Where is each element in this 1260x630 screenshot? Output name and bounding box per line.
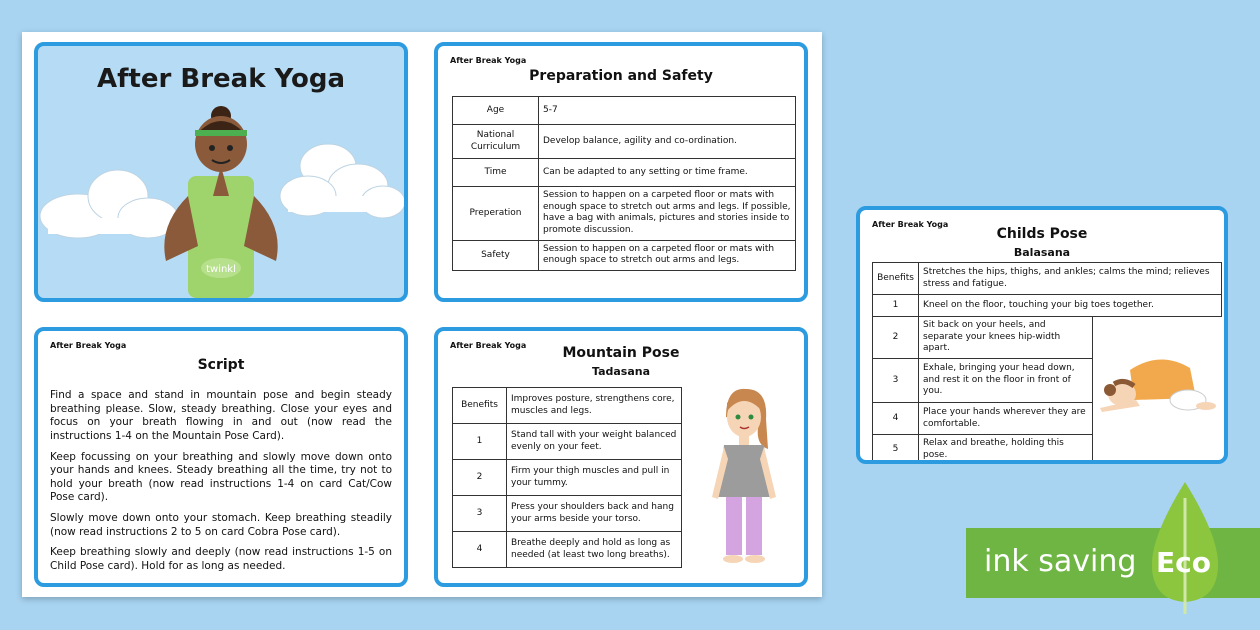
card-tag: After Break Yoga	[450, 341, 527, 350]
card-tag: After Break Yoga	[50, 341, 127, 350]
row-label: Time	[453, 159, 539, 187]
row-label: Benefits	[453, 388, 507, 424]
row-value: Sit back on your heels, and separate your knees hip-width apart.	[919, 317, 1093, 359]
row-value: Session to happen on a carpeted floor or mats with enough space to stretch out arms and legs.	[539, 240, 796, 270]
script-paragraph: Keep focussing on your breathing and slowly move down onto your hands and knees. Steady breathing all the time, try not to hold your breath (now read instructions 1-4 on card Cat/Cow Pose card).	[50, 450, 392, 504]
preparation-card	[434, 42, 808, 302]
table-row	[453, 460, 682, 496]
table-row	[453, 125, 796, 159]
table-row	[453, 187, 796, 241]
script-body	[50, 389, 392, 581]
eco-badge: Eco	[1156, 546, 1211, 579]
row-value: Kneel on the floor, touching your big toes together.	[919, 295, 1222, 317]
preparation-table	[452, 96, 796, 271]
row-value: Session to happen on a carpeted floor or mats with enough space to stretch out arms and legs. If possible, have a bag with animals, pictures and stories inside to promote discussion.	[539, 187, 796, 241]
row-value: Stretches the hips, thighs, and ankles; calms the mind; relieves stress and fatigue.	[919, 263, 1222, 295]
row-value: Firm your thigh muscles and pull in your tummy.	[507, 460, 682, 496]
row-label: 4	[453, 532, 507, 568]
row-label: 3	[873, 359, 919, 403]
card-tag: After Break Yoga	[450, 56, 527, 65]
row-label: 4	[873, 403, 919, 435]
script-paragraph: Find a space and stand in mountain pose and begin steady breathing please. Slow, steady breathing. Close your eyes and focus on your breath flowing in and out (now read the instructions 1-4 on the Mountain Pose Card).	[50, 389, 392, 442]
row-value: Improves posture, strengthens core, muscles and legs.	[507, 388, 682, 424]
row-label: Preperation	[453, 187, 539, 241]
row-value: Press your shoulders back and hang your arms beside your torso.	[507, 496, 682, 532]
mountain-table	[452, 387, 682, 568]
script-card	[34, 327, 408, 587]
row-value: Breathe deeply and hold as long as needed (at least two long breaths).	[507, 532, 682, 568]
table-row	[873, 295, 1222, 317]
script-paragraph: Keep breathing slowly and deeply (now read instructions 1-5 on Child Pose card). Hold for as long as needed.	[50, 546, 392, 573]
childs-subtitle: Balasana	[1013, 246, 1071, 259]
table-row	[453, 424, 682, 460]
mountain-pose-girl-illustration	[696, 387, 796, 569]
script-title: Script	[197, 357, 245, 373]
row-label: Benefits	[873, 263, 919, 295]
table-row	[873, 263, 1222, 295]
mountain-pose-card	[434, 327, 808, 587]
row-value: 5-7	[539, 97, 796, 125]
row-label: 1	[453, 424, 507, 460]
childs-pose-card	[856, 206, 1228, 464]
mountain-subtitle: Tadasana	[591, 365, 651, 378]
row-value: Relax and breathe, holding this pose.	[919, 435, 1093, 464]
cover-title: After Break Yoga	[97, 64, 345, 94]
mountain-title: Mountain Pose	[562, 345, 680, 361]
table-row	[453, 496, 682, 532]
script-paragraph: Slowly move down onto your stomach. Keep breathing steadily (now read instructions 2 to 5 on card Cobra Pose card).	[50, 512, 392, 538]
card-tag: After Break Yoga	[872, 220, 949, 229]
row-value: Exhale, bringing your head down, and rest it on the floor in front of you.	[919, 359, 1093, 403]
eco-text: ink saving	[984, 544, 1137, 579]
table-row	[453, 532, 682, 568]
row-value: Stand tall with your weight balanced evenly on your feet.	[507, 424, 682, 460]
row-label: Age	[453, 97, 539, 125]
row-value: Develop balance, agility and co-ordination.	[539, 125, 796, 159]
row-value: Can be adapted to any setting or time frame.	[539, 159, 796, 187]
row-label: 1	[873, 295, 919, 317]
cover-card	[34, 42, 408, 302]
row-value: Place your hands wherever they are comfortable.	[919, 403, 1093, 435]
row-label: 5	[873, 435, 919, 464]
childs-pose-girl-illustration	[1100, 350, 1216, 420]
table-row	[453, 388, 682, 424]
row-label: 2	[453, 460, 507, 496]
shirt-logo: twinkl	[206, 264, 236, 275]
table-row	[453, 240, 796, 270]
row-label: 2	[873, 317, 919, 359]
row-label: Safety	[453, 240, 539, 270]
childs-title: Childs Pose	[996, 226, 1088, 242]
preparation-title: Preparation and Safety	[529, 68, 713, 84]
row-label: 3	[453, 496, 507, 532]
table-row	[453, 159, 796, 187]
table-row	[453, 97, 796, 125]
row-label: National Curriculum	[453, 125, 539, 159]
resource-sheet	[22, 32, 822, 597]
